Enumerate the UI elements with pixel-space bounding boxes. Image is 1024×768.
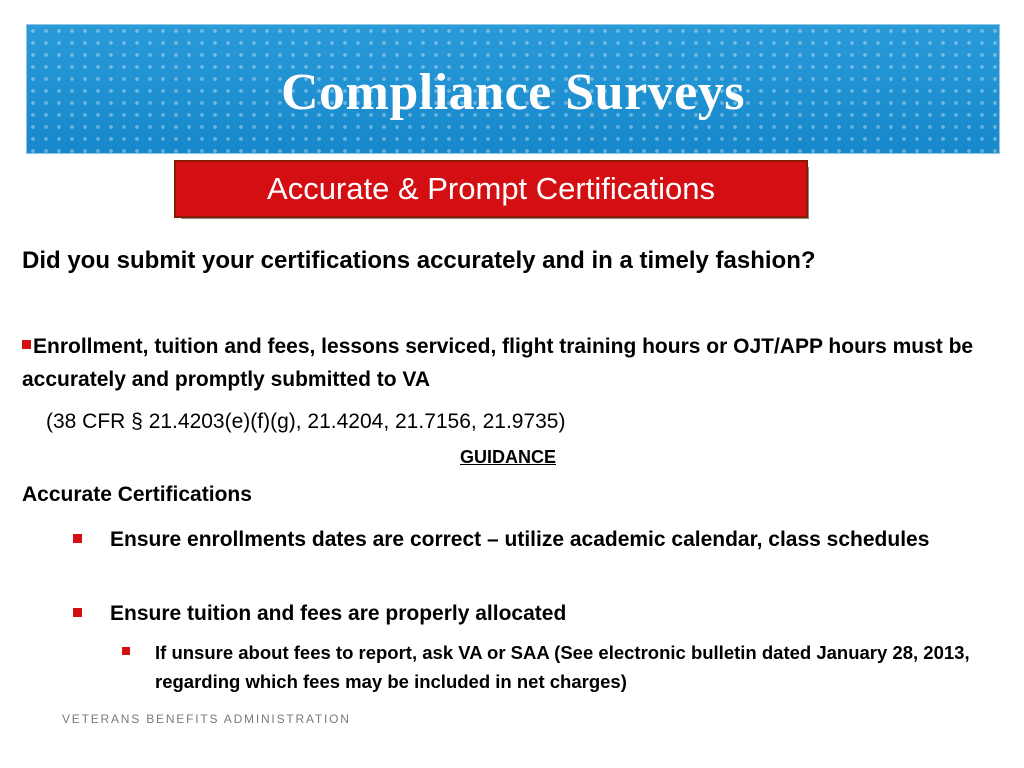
list-item-text: Ensure tuition and fees are properly allocated: [110, 602, 567, 625]
section-heading: Accurate Certifications: [22, 483, 252, 506]
title-banner: [26, 24, 1000, 154]
list-item: [110, 523, 970, 556]
subtitle-box: Accurate & Prompt Certifications: [174, 160, 808, 218]
list-item-text: Ensure enrollments dates are correct – utilize academic calendar, class schedules: [110, 528, 930, 551]
red-square-bullet-icon: [122, 647, 130, 655]
guidance-heading: GUIDANCE: [459, 447, 556, 467]
requirement-text: Enrollment, tuition and fees, lessons serviced, flight training hours or OJT/APP hours must be accurately and promptly submitted to VA: [22, 335, 974, 391]
footer-text: VETERANS BENEFITS ADMINISTRATION: [62, 712, 351, 726]
list-item: [110, 597, 970, 630]
sub-list-item: [155, 638, 975, 696]
red-square-bullet-icon: [22, 340, 31, 349]
citation-text: (38 CFR § 21.4203(e)(f)(g), 21.4204, 21.7156, 21.9735): [46, 410, 566, 433]
red-square-bullet-icon: [73, 608, 82, 617]
requirement-bullet: [22, 330, 982, 396]
red-square-bullet-icon: [73, 534, 82, 543]
slide-title: Compliance Surveys: [281, 64, 745, 121]
question-text: Did you submit your certifications accurately and in a timely fashion?: [22, 247, 816, 274]
sub-list-item-text: If unsure about fees to report, ask VA or SAA (See electronic bulletin dated January 28, 2013, regarding which fees may be included in net charges): [155, 642, 970, 692]
